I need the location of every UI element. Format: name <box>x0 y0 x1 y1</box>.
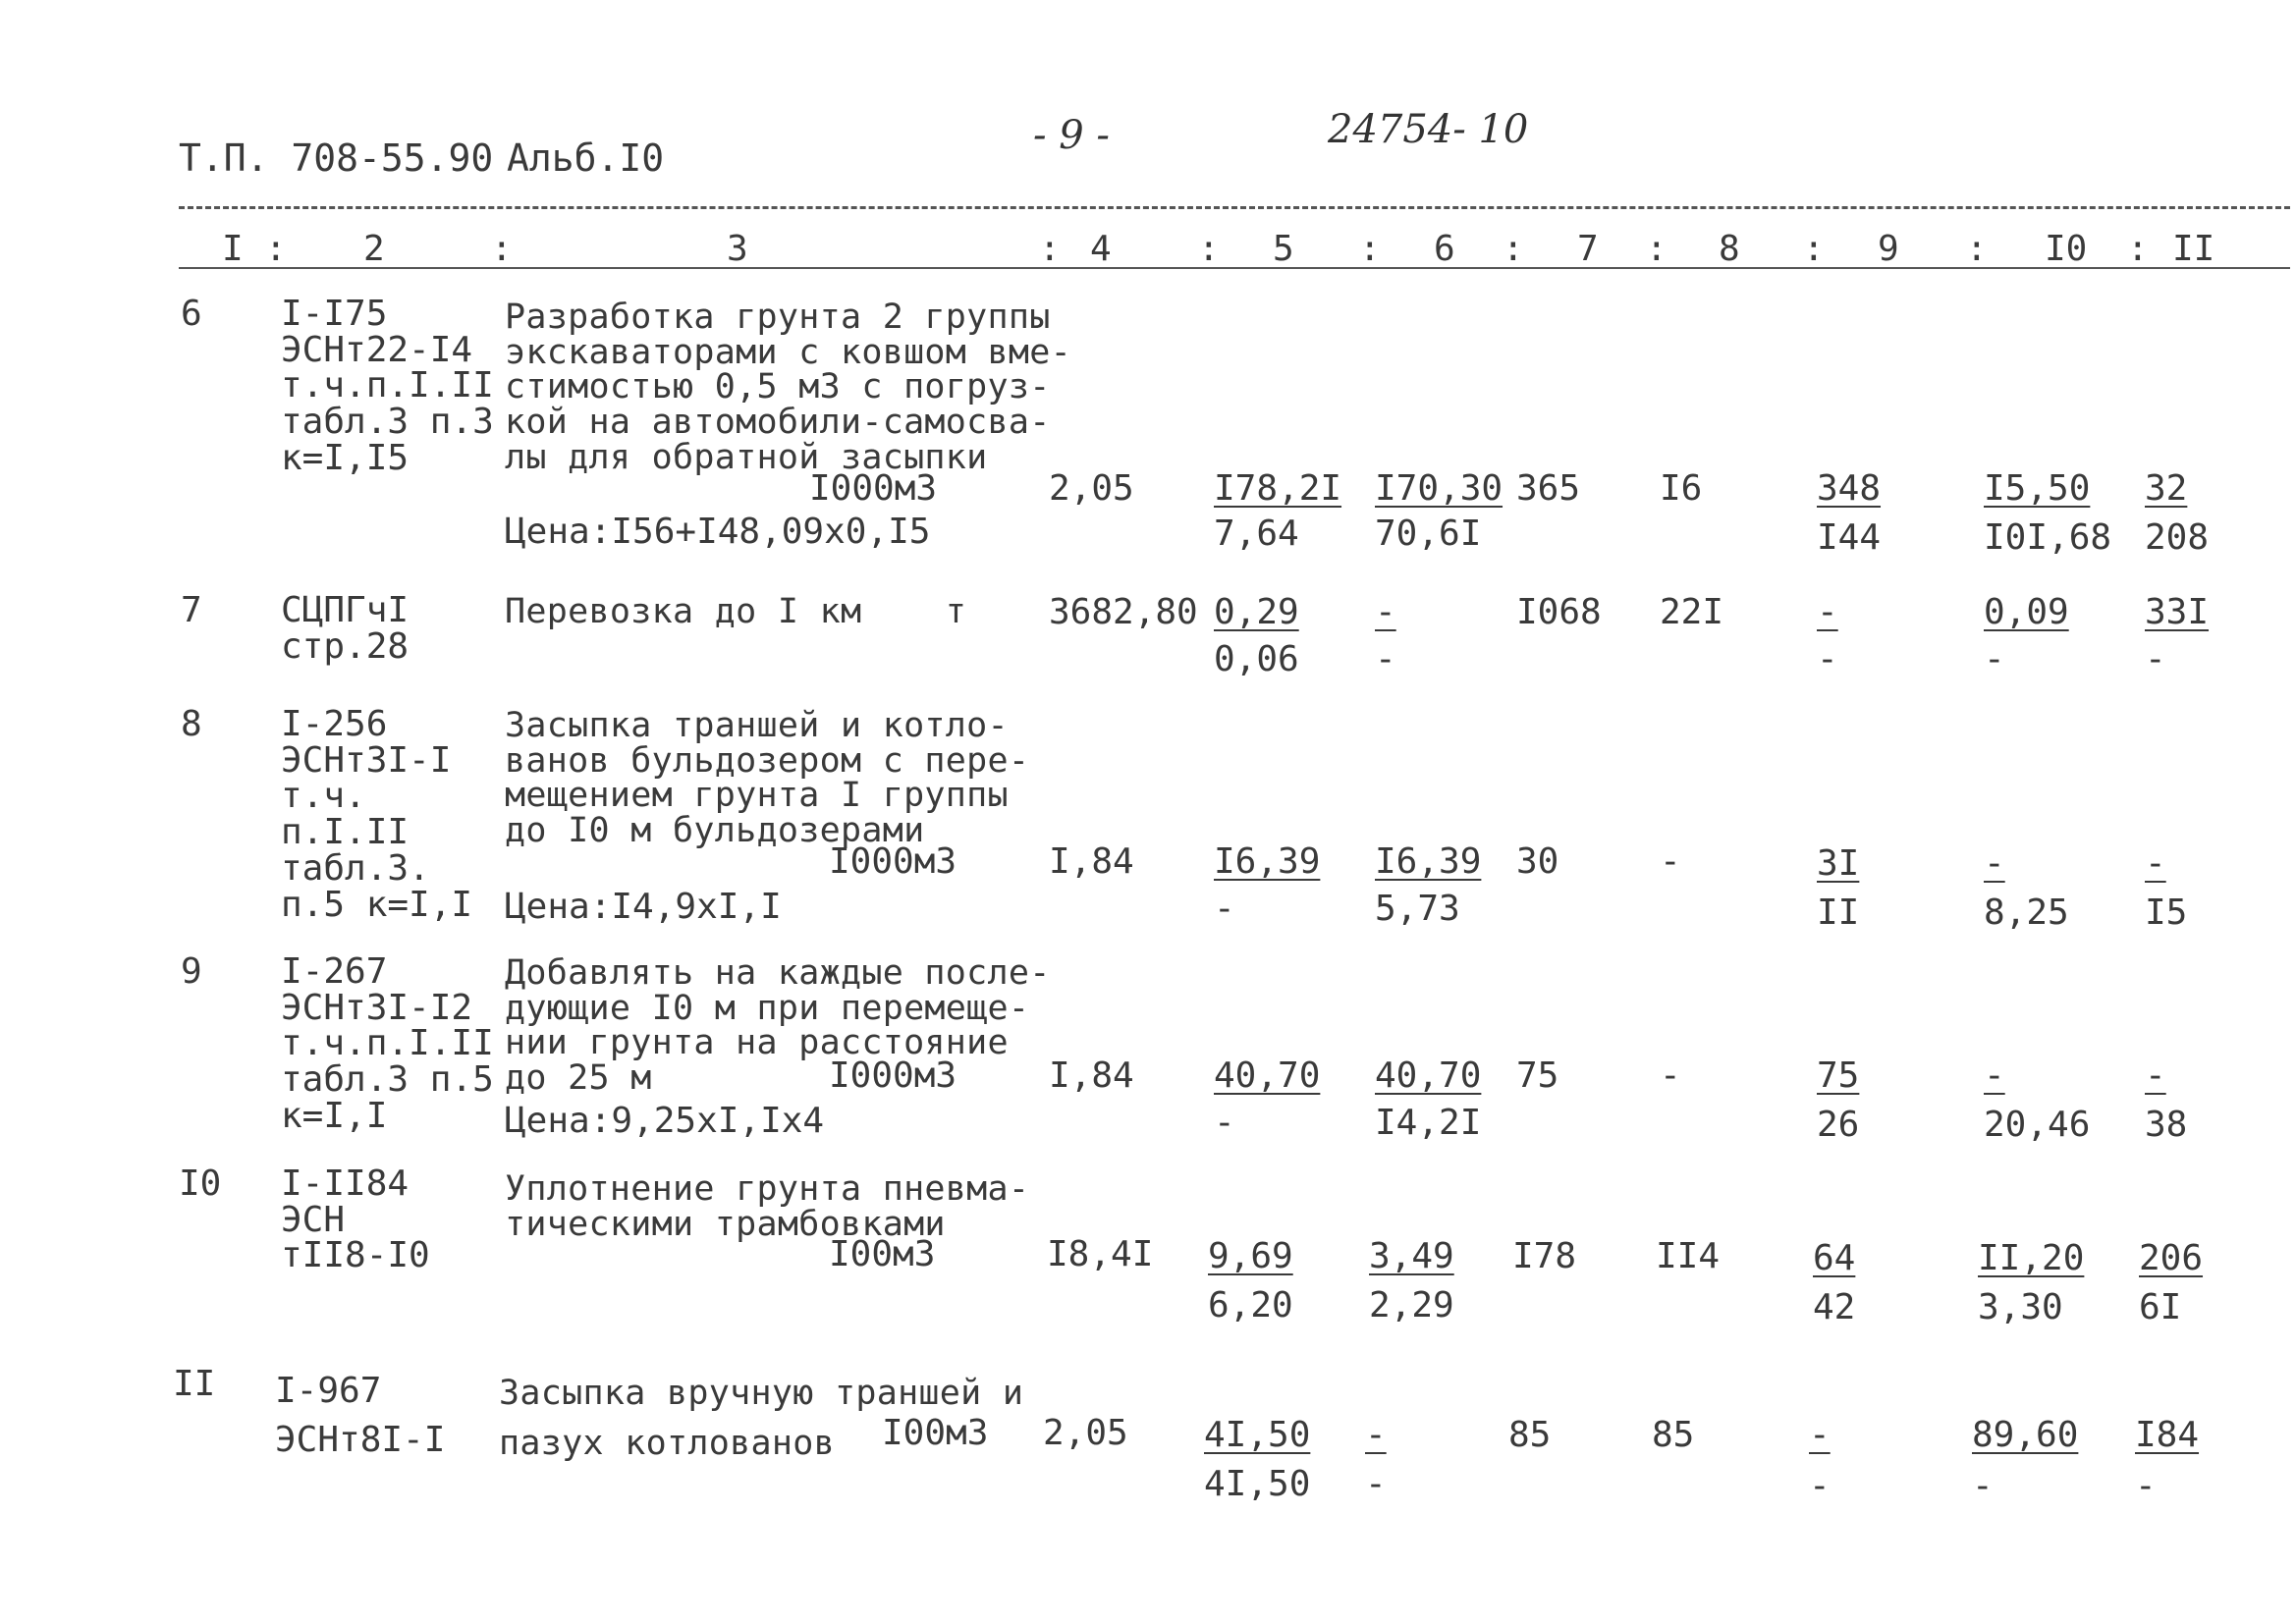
col10-top: I5,50 <box>1984 468 2091 509</box>
col11-bottom: 38 <box>2145 1105 2188 1145</box>
col-sep: : <box>491 229 513 269</box>
col6-bottom: 2,29 <box>1369 1285 1454 1325</box>
col6-bottom: 70,6I <box>1375 514 1482 554</box>
norm-code: СЦПГчI стр.28 <box>281 590 410 667</box>
work-description: Перевозка до I км т <box>505 592 967 631</box>
quantity: I8,4I <box>1047 1234 1154 1274</box>
unit: I00м3 <box>829 1234 936 1274</box>
work-description: Добавлять на каждые после- дующие I0 м при перемеще- нии грунта на расстояние до 25 м <box>505 953 1051 1099</box>
col-header-4: 4 <box>1090 229 1112 269</box>
work-description: Уплотнение грунта пневма- тическими трамбовками <box>505 1169 1030 1244</box>
col6-top: 40,70 <box>1375 1055 1482 1096</box>
row-number: 7 <box>181 590 202 630</box>
col-header-8: 8 <box>1719 229 1740 269</box>
col10-bottom: 3,30 <box>1978 1287 2063 1327</box>
unit: I000м3 <box>809 468 938 509</box>
col8-value: 85 <box>1652 1415 1695 1455</box>
page-number: - 9 - <box>1033 113 1110 158</box>
col-header-11: II <box>2172 229 2215 269</box>
col-sep: : <box>2127 229 2149 269</box>
col6-top: I70,30 <box>1375 468 1503 509</box>
col5-bottom: - <box>1214 1103 1235 1143</box>
col9-top: 75 <box>1817 1055 1860 1096</box>
col11-bottom: - <box>2135 1466 2157 1506</box>
col7-value: 85 <box>1508 1415 1552 1455</box>
col6-top: - <box>1365 1415 1387 1455</box>
col8-value: - <box>1660 841 1681 882</box>
work-description: Засыпка траншей и котло- ванов бульдозером с пере- мещением грунта I группы до I0 м бульдозерами <box>505 706 1030 851</box>
col11-top: - <box>2145 1055 2166 1096</box>
col7-value: 75 <box>1516 1055 1559 1096</box>
col10-top: II,20 <box>1978 1238 2085 1278</box>
unit: I00м3 <box>882 1413 989 1453</box>
col6-top: - <box>1375 592 1396 632</box>
price-note: Цена:I4,9хI,I <box>505 887 782 927</box>
col10-top: - <box>1984 1055 2005 1096</box>
price-note: Цена:9,25хI,Iх4 <box>505 1101 825 1141</box>
col9-bottom: - <box>1817 639 1838 679</box>
col-sep: : <box>1646 229 1667 269</box>
col6-bottom: 5,73 <box>1375 889 1460 929</box>
col11-top: 206 <box>2139 1238 2204 1278</box>
col10-top: 0,09 <box>1984 592 2069 632</box>
quantity: 3682,80 <box>1049 592 1198 632</box>
col6-top: I6,39 <box>1375 841 1482 882</box>
col10-bottom: I0I,68 <box>1984 517 2112 558</box>
col-header-7: 7 <box>1577 229 1599 269</box>
col7-value: 30 <box>1516 841 1559 882</box>
col-sep: : <box>265 229 287 269</box>
col10-bottom: 8,25 <box>1984 893 2069 933</box>
quantity: 2,05 <box>1043 1413 1128 1453</box>
doc-reference: Т.П. 708-55.90 <box>179 136 494 180</box>
col9-bottom: - <box>1809 1466 1831 1506</box>
norm-code: I-267 ЭСНт3I-I2 т.ч.п.I.II табл.3 п.5 к=I,I <box>281 951 494 1136</box>
col9-top: - <box>1809 1415 1831 1455</box>
col11-bottom: - <box>2145 639 2166 679</box>
col8-value: 22I <box>1660 592 1724 632</box>
col6-bottom: - <box>1365 1464 1387 1504</box>
col11-bottom: 6I <box>2139 1287 2182 1327</box>
col-header-9: 9 <box>1878 229 1899 269</box>
quantity: I,84 <box>1049 1055 1134 1096</box>
col-sep: : <box>1198 229 1220 269</box>
col10-bottom: - <box>1984 639 2005 679</box>
quantity: I,84 <box>1049 841 1134 882</box>
col9-top: - <box>1817 592 1838 632</box>
col5-bottom: 4I,50 <box>1204 1464 1311 1504</box>
col6-bottom: I4,2I <box>1375 1103 1482 1143</box>
price-note: Цена:I56+I48,09х0,I5 <box>505 512 931 552</box>
row-number: 6 <box>181 294 202 334</box>
col-header-3: 3 <box>727 229 748 269</box>
row-number: 9 <box>181 951 202 992</box>
col5-top: 40,70 <box>1214 1055 1321 1096</box>
col-header-10: I0 <box>2045 229 2088 269</box>
col8-value: - <box>1660 1055 1681 1096</box>
col10-bottom: - <box>1972 1466 1994 1506</box>
col-header-5: 5 <box>1273 229 1294 269</box>
col6-top: 3,49 <box>1369 1236 1454 1276</box>
work-description: Разработка грунта 2 группы экскаваторами с ковшом вме- стимостью 0,5 м3 с погруз- кой на автомобили-самосва- лы для обратной засыпки <box>505 298 1072 477</box>
col7-value: I068 <box>1516 592 1602 632</box>
col-header-1: I <box>222 229 244 269</box>
col9-bottom: I44 <box>1817 517 1882 558</box>
col7-value: 365 <box>1516 468 1581 509</box>
header-top-rule <box>179 206 2290 209</box>
col11-bottom: 208 <box>2145 517 2210 558</box>
norm-code: I-256 ЭСНт3I-I т.ч. п.I.II табл.3. п.5 к=I,I <box>281 704 473 925</box>
col-sep: : <box>1503 229 1524 269</box>
col-header-2: 2 <box>363 229 385 269</box>
col-sep: : <box>1359 229 1381 269</box>
album-number: Альб.I0 <box>507 136 665 180</box>
unit: I000м3 <box>829 841 957 882</box>
col6-bottom: - <box>1375 639 1396 679</box>
col-sep: : <box>1803 229 1825 269</box>
col9-top: 348 <box>1817 468 1882 509</box>
col11-top: 33I <box>2145 592 2210 632</box>
col8-value: I6 <box>1660 468 1703 509</box>
col5-bottom: 6,20 <box>1208 1285 1293 1325</box>
col5-bottom: 7,64 <box>1214 514 1299 554</box>
col-sep: : <box>1039 229 1061 269</box>
col7-value: I78 <box>1512 1236 1577 1276</box>
col10-top: - <box>1984 843 2005 884</box>
col-sep: : <box>1966 229 1988 269</box>
col9-bottom: II <box>1817 893 1860 933</box>
col11-top: I84 <box>2135 1415 2200 1455</box>
handwritten-code: 24754- 10 <box>1328 107 1529 152</box>
row-number: II <box>173 1364 216 1404</box>
col10-bottom: 20,46 <box>1984 1105 2091 1145</box>
unit: I000м3 <box>829 1055 957 1096</box>
col9-top: 3I <box>1817 843 1860 884</box>
norm-code: I-II84 ЭСН тII8-I0 <box>281 1163 430 1276</box>
col10-top: 89,60 <box>1972 1415 2079 1455</box>
col8-value: II4 <box>1656 1236 1721 1276</box>
row-number: I0 <box>179 1163 222 1204</box>
col5-top: I6,39 <box>1214 841 1321 882</box>
col11-bottom: I5 <box>2145 893 2188 933</box>
col9-bottom: 26 <box>1817 1105 1860 1145</box>
col-header-6: 6 <box>1434 229 1455 269</box>
col9-bottom: 42 <box>1813 1287 1856 1327</box>
col5-top: 0,29 <box>1214 592 1299 632</box>
col5-top: I78,2I <box>1214 468 1342 509</box>
col11-top: - <box>2145 843 2166 884</box>
work-description: Засыпка вручную траншей и пазух котлованов <box>499 1374 1024 1463</box>
norm-code: I-I75 ЭСНт22-I4 т.ч.п.I.II табл.3 п.3 к=I,I5 <box>281 294 494 478</box>
col11-top: 32 <box>2145 468 2188 509</box>
col5-bottom: - <box>1214 889 1235 929</box>
col5-top: 4I,50 <box>1204 1415 1311 1455</box>
col5-bottom: 0,06 <box>1214 639 1299 679</box>
norm-code: I-967 ЭСНт8I-I <box>275 1371 446 1461</box>
col5-top: 9,69 <box>1208 1236 1293 1276</box>
quantity: 2,05 <box>1049 468 1134 509</box>
col9-top: 64 <box>1813 1238 1856 1278</box>
row-number: 8 <box>181 704 202 744</box>
